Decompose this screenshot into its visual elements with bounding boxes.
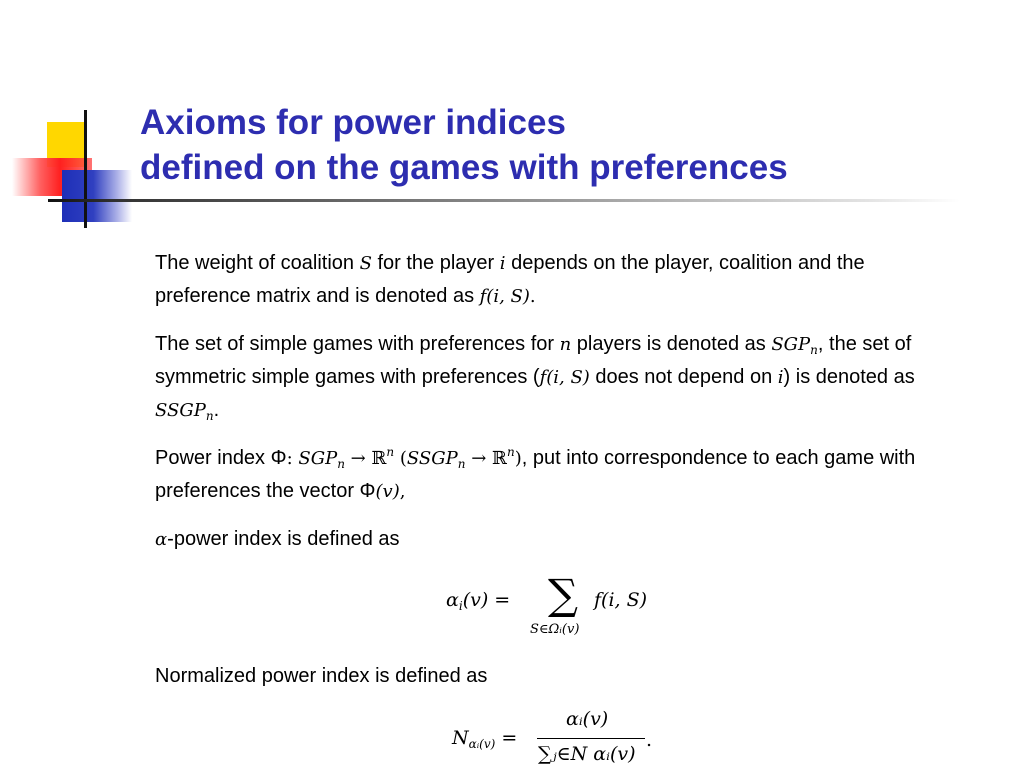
alpha-index-formula	[440, 570, 680, 645]
math-symbol: α	[155, 529, 168, 550]
formula-lhs	[452, 727, 517, 749]
text: depends on the player, coalition and the preference matrix and is denoted as	[155, 252, 865, 307]
text: The weight of coalition	[155, 252, 360, 274]
slide-body	[155, 247, 955, 571]
text: .	[213, 399, 220, 421]
text: .	[529, 286, 536, 307]
math-symbol: i	[499, 253, 506, 274]
text: )	[514, 448, 522, 469]
paragraph-coalition-weight	[155, 247, 955, 313]
math-subscript: n	[457, 457, 466, 471]
math-symbol: α	[446, 589, 459, 611]
text: does not depend on	[589, 366, 778, 388]
text: The set of simple games with preferences for	[155, 333, 560, 355]
title-line-1: Axioms for power indices	[140, 103, 566, 142]
math-symbol: N	[452, 727, 469, 749]
normalized-index-formula	[450, 705, 690, 768]
text: players is denoted as	[571, 333, 772, 355]
paragraph-power-index	[155, 442, 955, 508]
slide-title	[140, 100, 788, 190]
blue-square-icon	[62, 170, 132, 222]
summation-subscript: S∈Ωᵢ(v)	[530, 622, 580, 637]
math-symbol: → ℝ	[344, 448, 387, 469]
fraction-bar	[537, 738, 645, 739]
text: for the player	[371, 252, 500, 274]
math-symbol: SGP	[771, 334, 811, 355]
math-symbol: SGP	[298, 448, 338, 469]
math-superscript: n	[506, 445, 515, 459]
text: , put into correspondence to each game with preferences the vector Φ	[155, 447, 916, 502]
math-formula: (v)	[375, 481, 400, 502]
math-symbol: =	[495, 727, 518, 749]
math-symbol: → ℝ	[465, 448, 507, 469]
fraction-denominator: ∑ⱼ∈N αᵢ(v)	[538, 743, 636, 765]
math-subscript: αᵢ(v)	[468, 737, 496, 751]
math-symbol: S	[359, 253, 372, 274]
math-formula: f(i, S)	[539, 367, 590, 388]
math-symbol: i	[777, 367, 784, 388]
slide-logo-decoration	[0, 100, 160, 240]
paragraph-normalized: Normalized power index is defined as	[155, 665, 488, 687]
math-formula: f(i, S)	[479, 286, 530, 307]
text: ) is denoted as	[783, 366, 915, 388]
math-symbol: SSGP	[155, 400, 206, 421]
text: ,	[399, 481, 406, 502]
text: -power index is defined as	[167, 528, 400, 550]
math-subscript: n	[810, 343, 818, 357]
formula-rhs: f(i, S)	[594, 589, 648, 611]
title-line-2: defined on the games with preferences	[140, 148, 788, 187]
fraction-numerator: αᵢ(v)	[566, 708, 609, 730]
text: (	[394, 448, 407, 469]
formula-lhs	[446, 589, 510, 611]
formula-period: .	[646, 729, 653, 751]
vertical-divider	[84, 110, 87, 228]
title-underline	[48, 199, 960, 202]
math-superscript: n	[386, 445, 395, 459]
math-symbol: n	[559, 334, 572, 355]
text: , the set of symmetric simple games with preferences (	[155, 333, 912, 388]
paragraph-alpha-power	[155, 523, 955, 556]
paragraph-game-sets	[155, 328, 955, 427]
summation-icon: ∑	[548, 570, 578, 619]
math-symbol: (v) =	[462, 589, 511, 611]
text: Power index Φ	[155, 447, 287, 469]
math-subscript: n	[205, 409, 214, 423]
math-subscript: i	[458, 599, 463, 613]
math-symbol: SSGP	[406, 448, 458, 469]
text: :	[286, 448, 299, 469]
math-subscript: n	[337, 457, 345, 471]
